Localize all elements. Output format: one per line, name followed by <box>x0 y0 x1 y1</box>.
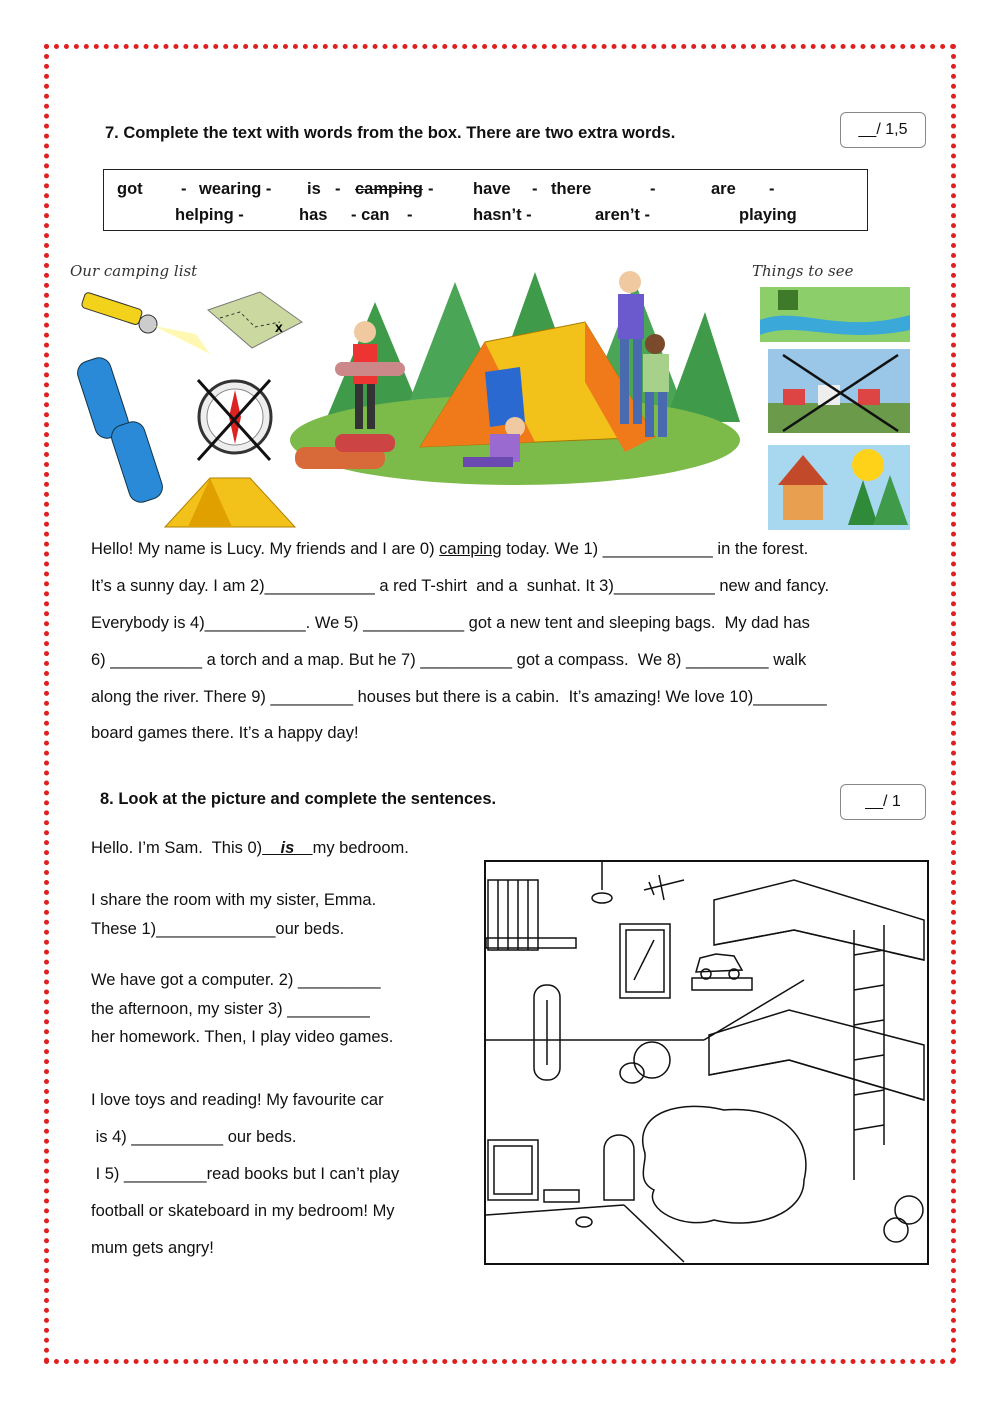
exercise-8-score-box: __/ 1 <box>840 784 926 820</box>
word: is <box>307 180 321 198</box>
svg-text:x: x <box>275 319 283 335</box>
text-line-8-7: is 4) __________ our beds. <box>91 1128 297 1146</box>
text-line-8-6: I love toys and reading! My favourite car <box>91 1091 384 1109</box>
compass-icon <box>198 380 271 460</box>
word: - <box>650 180 656 198</box>
exercise-7-heading: 7. Complete the text with words from the box. There are two extra words. <box>105 124 676 142</box>
text-segment: Hello! My name is Lucy. My friends and I are 0) <box>91 540 440 558</box>
bedroom-illustration <box>484 860 929 1265</box>
word: playing <box>739 206 797 224</box>
camping-list-label: Our camping list <box>70 262 198 280</box>
text-line-8-2: These 1)_____________our beds. <box>91 920 345 938</box>
word: have <box>473 180 511 198</box>
text-line-6: board games there. It’s a happy day! <box>91 724 359 742</box>
text-line-3: Everybody is 4)___________. We 5) ___________ got a new tent and sleeping bags. My dad has <box>91 614 810 632</box>
exercise-8-heading: 8. Look at the picture and complete the sentences. <box>100 790 497 808</box>
text-line-8-10: mum gets angry! <box>91 1239 214 1257</box>
word: wearing - <box>199 180 272 198</box>
river-picture <box>760 287 910 342</box>
camping-scene-illustration <box>285 262 740 487</box>
camping-list-illustration <box>70 282 310 532</box>
word: - <box>407 206 413 224</box>
word: - can <box>351 206 390 224</box>
text-segment: today. We 1) ____________ in the forest. <box>501 540 809 558</box>
word: are <box>711 180 736 198</box>
text-line-1 <box>91 539 808 559</box>
torch-icon <box>81 292 210 354</box>
word-example-crossed: camping <box>355 180 423 198</box>
text-line-8-1: I share the room with my sister, Emma. <box>91 891 377 909</box>
text-line-8-9: football or skateboard in my bedroom! My <box>91 1202 395 1220</box>
text-segment: my bedroom. <box>312 839 409 857</box>
word: hasn’t - <box>473 206 532 224</box>
text-line-8-4: the afternoon, my sister 3) _________ <box>91 1000 370 1018</box>
example-answer: is <box>262 839 313 857</box>
things-to-see-label: Things to see <box>752 262 854 280</box>
word: - <box>428 180 434 198</box>
example-answer: camping <box>439 540 502 558</box>
sleeping-bag-icon <box>74 355 165 506</box>
text-line-8-8: I 5) _________read books but I can’t play <box>91 1165 400 1183</box>
text-segment: Hello. I’m Sam. This 0) <box>91 839 263 857</box>
text-line-intro <box>91 838 409 858</box>
houses-picture-crossed <box>768 349 910 433</box>
text-line-5: along the river. There 9) _________ houses but there is a cabin. It’s amazing! We love 10)________ <box>91 688 827 706</box>
text-line-4: 6) __________ a torch and a map. But he 7) __________ got a compass. We 8) _________ walk <box>91 651 807 669</box>
word: - <box>532 180 538 198</box>
things-to-see-illustration <box>758 285 913 530</box>
text-line-2: It’s a sunny day. I am 2)____________ a red T-shirt and a sunhat. It 3)___________ new and fancy. <box>91 577 830 595</box>
word: has <box>299 206 328 224</box>
word: aren’t - <box>595 206 651 224</box>
word: got <box>117 180 143 198</box>
text-line-8-5: her homework. Then, I play video games. <box>91 1028 394 1046</box>
word: - <box>335 180 341 198</box>
word-box <box>103 169 868 231</box>
small-tent-icon <box>165 478 295 527</box>
cabin-picture <box>768 445 910 530</box>
word: helping - <box>175 206 244 224</box>
exercise-7-score-box: __/ 1,5 <box>840 112 926 148</box>
text-line-8-3: We have got a computer. 2) _________ <box>91 971 381 989</box>
word: there <box>551 180 592 198</box>
word: - <box>769 180 775 198</box>
word: - <box>181 180 187 198</box>
